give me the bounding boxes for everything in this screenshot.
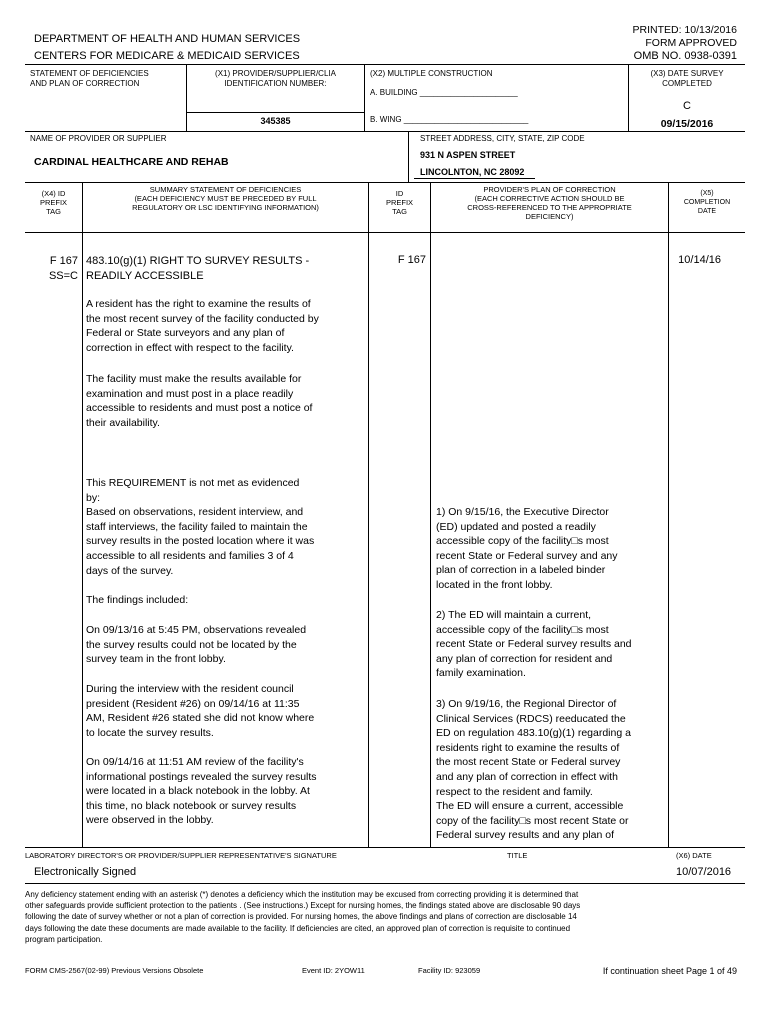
summary-paragraph: During the interview with the resident council president (Resident #26) on 09/14/16 at 11:35 AM, Resident #26 stated she did not know where to locate the survey results. (86, 683, 315, 739)
plan-paragraph: 1) On 9/15/16, the Executive Director (ED) updated and posted a readily accessible copy of the facility□s most recent State or Federal survey and any plan of correction in a labeled binder located in the front lobby. (436, 506, 618, 591)
address-label: STREET ADDRESS, CITY, STATE, ZIP CODE (420, 134, 585, 143)
deficiency-tag: F 167 SS=C (48, 255, 78, 282)
wing-label: B. WING ____________________________ (370, 115, 529, 124)
survey-completed-date: 09/15/2016 (660, 118, 714, 130)
id-prefix-tag-header: ID PREFIX TAG (385, 189, 414, 216)
survey-type-letter: C (683, 100, 691, 112)
printed-date: PRINTED: 10/13/2016 (632, 24, 737, 36)
street-address: 931 N ASPEN STREET (420, 150, 516, 160)
provider-id-label: (X1) PROVIDER/SUPPLIER/CLIA IDENTIFICATION NUMBER: (215, 69, 336, 88)
plan-paragraph: 2) The ED will maintain a current, accessible copy of the facility□s most recent State or Federal survey results and any plan of correction for resident and family examination. (436, 609, 632, 680)
disclaimer-text: Any deficiency statement ending with an asterisk (*) denotes a deficiency which the institution may be excused from correcting providing it is determined that other safeguards provide sufficient protection to the patients . (See instructions.) Except for nursing homes, the findings stated above are disclosable 90 days following the date of survey whether or not a plan of correction is provided. For nursing homes, the above findings and plans of correction are disclosable 14 days following the date these documents are made available to the facility. If deficiencies are cited, an approved plan of correction is requisite to continued program participation. (25, 890, 581, 944)
form-number: FORM CMS-2567(02-99) Previous Versions Obsolete (25, 966, 204, 975)
plan-id-tag: F 167 (397, 254, 426, 266)
event-id: Event ID: 2YOW11 (302, 966, 365, 975)
form-approved-label: FORM APPROVED (645, 37, 737, 49)
x4-prefix-tag-header: (X4) ID PREFIX TAG (39, 189, 68, 216)
page-indicator: If continuation sheet Page 1 of 49 (602, 966, 737, 976)
agency-name: CENTERS FOR MEDICARE & MEDICAID SERVICES (34, 50, 300, 62)
signature-value: Electronically Signed (34, 866, 137, 878)
department-name: DEPARTMENT OF HEALTH AND HUMAN SERVICES (34, 33, 301, 45)
summary-paragraph: On 09/14/16 at 11:51 AM review of the facility's informational postings revealed the survey results were located in a black notebook in the lobby. At this time, no black notebook or survey results were observed in the lobby. (86, 756, 317, 827)
provider-name-label: NAME OF PROVIDER OR SUPPLIER (30, 134, 167, 143)
provider-name: CARDINAL HEALTHCARE AND REHAB (34, 156, 229, 168)
plan-of-correction-header: PROVIDER'S PLAN OF CORRECTION (EACH CORRECTIVE ACTION SHOULD BE CROSS-REFERENCED TO THE APPROPRIATE DEFICIENCY) (467, 185, 632, 221)
signature-label: LABORATORY DIRECTOR'S OR PROVIDER/SUPPLIER REPRESENTATIVE'S SIGNATURE (25, 851, 337, 860)
facility-id: Facility ID: 923059 (418, 966, 481, 975)
summary-paragraph: On 09/13/16 at 5:45 PM, observations revealed the survey results could not be located by the survey team in the front lobby. (86, 624, 307, 666)
deficiency-title: 483.10(g)(1) RIGHT TO SURVEY RESULTS - READILY ACCESSIBLE (86, 255, 310, 282)
provider-id-number: 345385 (260, 116, 291, 126)
signature-date: 10/07/2016 (676, 866, 732, 878)
plan-paragraph: 3) On 9/19/16, the Regional Director of Clinical Services (RDCS) reeducated the ED on regulation 483.10(g)(1) regarding a residents right to examine the results of the most recent State or Federal survey and any plan of correction in effect with respect to the resident and family. The ED will ensure a current, accessible copy of the facility□s most recent State or Federal survey results and any plan of (436, 698, 631, 842)
city-state-zip: LINCOLNTON, NC 28092 (420, 167, 525, 177)
title-label: TITLE (507, 851, 528, 860)
completion-date: 10/14/16 (678, 254, 721, 266)
omb-number: OMB NO. 0938-0391 (633, 50, 737, 62)
statement-of-deficiencies-label: STATEMENT OF DEFICIENCIES AND PLAN OF CORRECTION (30, 69, 149, 88)
summary-statement-header: SUMMARY STATEMENT OF DEFICIENCIES (EACH DEFICIENCY MUST BE PRECEDED BY FULL REGULATORY OR LSC IDENTIFYING INFORMATION) (132, 185, 319, 212)
summary-paragraph: The findings included: (86, 594, 189, 606)
summary-paragraph: The facility must make the results available for examination and must post in a place readily accessible to residents and must post a notice of their availability. (86, 373, 313, 429)
x5-completion-date-header: (X5) COMPLETION DATE (683, 190, 731, 215)
date-survey-completed-label: (X3) DATE SURVEY COMPLETED (650, 69, 724, 88)
multiple-construction-label: (X2) MULTIPLE CONSTRUCTION (370, 69, 493, 78)
summary-paragraph: A resident has the right to examine the results of the most recent survey of the facility conducted by Federal or State surveyors and any plan of correction in effect with respect to the facility. (86, 298, 319, 354)
signature-date-label: (X6) DATE (676, 851, 712, 860)
summary-paragraph: This REQUIREMENT is not met as evidenced by: Based on observations, resident interview, and staff interviews, the facility failed to maintain the survey results in the posted location where it was accessible to all residents and families 3 of 4 days of the survey. (86, 477, 315, 577)
building-label: A. BUILDING ______________________ (370, 88, 518, 97)
